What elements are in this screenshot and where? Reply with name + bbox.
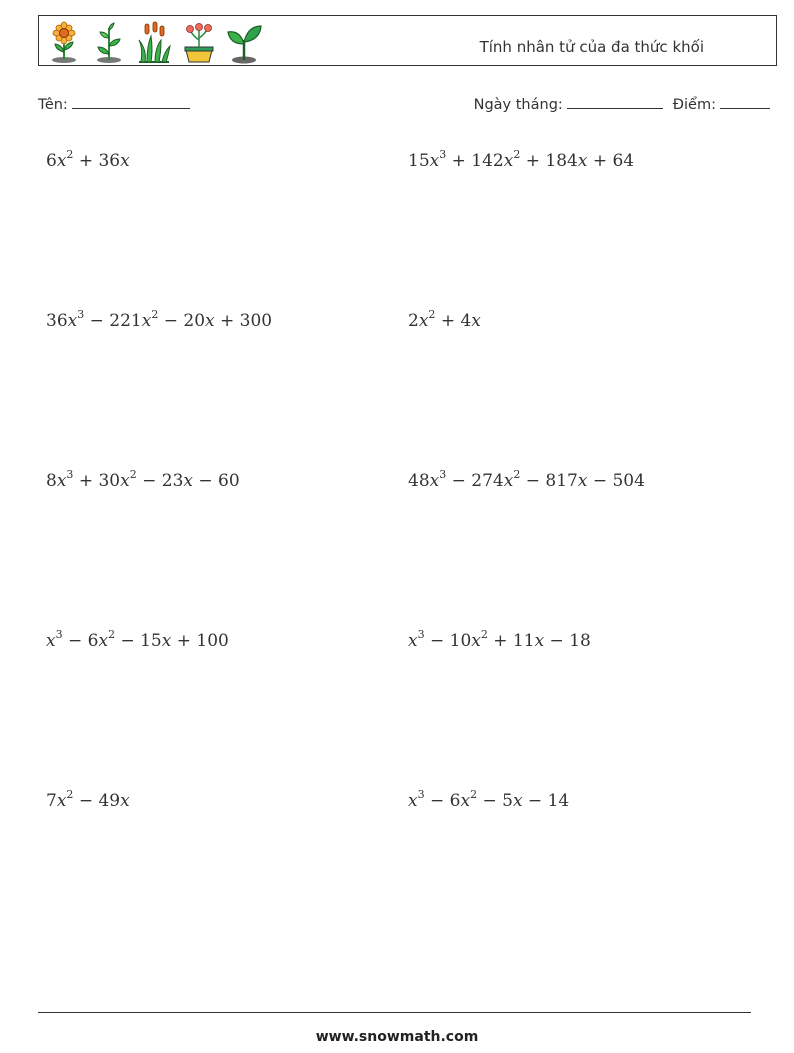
problem-term: x — [418, 311, 429, 331]
score-blank[interactable] — [720, 94, 770, 109]
problem-term: 2 — [129, 468, 137, 481]
problem-term: 2 — [480, 628, 488, 641]
problem-term: x — [141, 311, 152, 331]
problem-term: − 60 — [192, 471, 240, 491]
sprout-icon — [90, 20, 128, 64]
problem-term: 3 — [55, 628, 63, 641]
problem-6 — [408, 468, 645, 491]
problem-term: x — [183, 471, 193, 491]
problem-term: x — [471, 631, 481, 651]
problem-term: 2 — [66, 788, 74, 801]
problem-term: 6 — [46, 151, 57, 171]
problem-term: x — [460, 791, 471, 811]
problem-term: 3 — [439, 148, 447, 161]
problem-term: 2 — [513, 148, 521, 161]
plant-icons — [45, 20, 263, 64]
problem-4 — [408, 308, 481, 331]
problem-term: 7 — [46, 791, 57, 811]
grass-plant-icon — [135, 20, 173, 64]
problem-term: − 6 — [424, 791, 461, 811]
problem-term: + 30 — [73, 471, 121, 491]
problem-term: + 11 — [487, 631, 535, 651]
problem-term: x — [429, 471, 440, 491]
problem-term: x — [161, 631, 172, 651]
score-label: Điểm: — [672, 97, 716, 113]
problem-7 — [46, 628, 229, 651]
problem-term: x — [503, 151, 514, 171]
date-label: Ngày tháng: — [473, 97, 563, 113]
worksheet-title: Tính nhân tử của đa thức khối — [479, 38, 704, 56]
footer-site: www.snowmath.com — [315, 1029, 479, 1045]
date-blank[interactable] — [567, 94, 663, 109]
problem-term: − 274 — [446, 471, 504, 491]
problem-2 — [408, 148, 635, 171]
problem-3 — [46, 308, 273, 331]
problem-term: x — [512, 791, 523, 811]
problem-term: x — [56, 471, 67, 491]
problem-term: − 5 — [477, 791, 513, 811]
problem-term: 48 — [408, 471, 430, 491]
problem-term: − 15 — [115, 631, 162, 651]
problem-term: x — [205, 311, 215, 331]
problem-term: 3 — [417, 628, 425, 641]
problem-term: + 300 — [214, 311, 273, 331]
header-box — [38, 15, 777, 66]
problem-term: x — [46, 631, 56, 651]
problem-term: 36 — [46, 311, 68, 331]
name-field — [38, 94, 190, 113]
problem-term: − 20 — [158, 311, 206, 331]
seedling-icon — [225, 20, 263, 64]
problem-10 — [408, 788, 570, 811]
problem-5 — [46, 468, 240, 491]
problem-term: x — [534, 631, 545, 651]
problem-term: + 142 — [446, 151, 504, 171]
problem-term: 3 — [439, 468, 447, 481]
problem-term: x — [120, 791, 130, 811]
date-field — [474, 94, 663, 113]
problem-term: 2 — [513, 468, 521, 481]
problem-term: 2 — [66, 148, 74, 161]
problem-term: x — [98, 631, 109, 651]
problem-term: + 4 — [435, 311, 472, 331]
name-label: Tên: — [38, 97, 68, 113]
problem-term: x — [577, 151, 588, 171]
problem-term: x — [120, 151, 130, 171]
problem-term: + 64 — [587, 151, 635, 171]
problem-term: 2 — [108, 628, 116, 641]
problem-9 — [46, 788, 130, 811]
problem-term: x — [429, 151, 440, 171]
problem-term: 8 — [46, 471, 57, 491]
score-field — [673, 94, 770, 113]
problem-1 — [46, 148, 130, 171]
problem-term: 3 — [77, 308, 85, 321]
problem-term: 15 — [408, 151, 430, 171]
problem-term: − 18 — [544, 631, 591, 651]
potted-flower-icon — [180, 20, 218, 64]
problem-term: + 100 — [171, 631, 229, 651]
problem-term: x — [67, 311, 78, 331]
problem-term: + 36 — [73, 151, 121, 171]
problem-term: x — [408, 791, 418, 811]
footer-divider — [38, 1012, 751, 1013]
problem-term: x — [120, 471, 130, 491]
problem-term: 2 — [470, 788, 478, 801]
problem-term: − 10 — [424, 631, 472, 651]
problem-term: + 184 — [520, 151, 578, 171]
problem-term: − 49 — [73, 791, 121, 811]
problem-term: − 221 — [84, 311, 142, 331]
name-blank[interactable] — [72, 94, 190, 109]
problem-term: 2 — [428, 308, 436, 321]
problem-term: − 817 — [520, 471, 578, 491]
problem-term: − 504 — [587, 471, 645, 491]
problem-term: x — [56, 151, 67, 171]
problem-term: x — [408, 631, 418, 651]
problem-term: 2 — [408, 311, 419, 331]
date-score-fields — [474, 94, 770, 113]
sunflower-icon — [45, 20, 83, 64]
problem-term: x — [56, 791, 67, 811]
problem-term: − 23 — [136, 471, 184, 491]
problem-term: x — [503, 471, 514, 491]
problem-term: x — [471, 311, 481, 331]
problem-term: x — [577, 471, 588, 491]
problem-term: − 6 — [62, 631, 99, 651]
problem-term: 3 — [66, 468, 74, 481]
problem-term: − 14 — [522, 791, 570, 811]
problem-term: 2 — [151, 308, 159, 321]
problem-8 — [408, 628, 591, 651]
problem-term: 3 — [417, 788, 425, 801]
